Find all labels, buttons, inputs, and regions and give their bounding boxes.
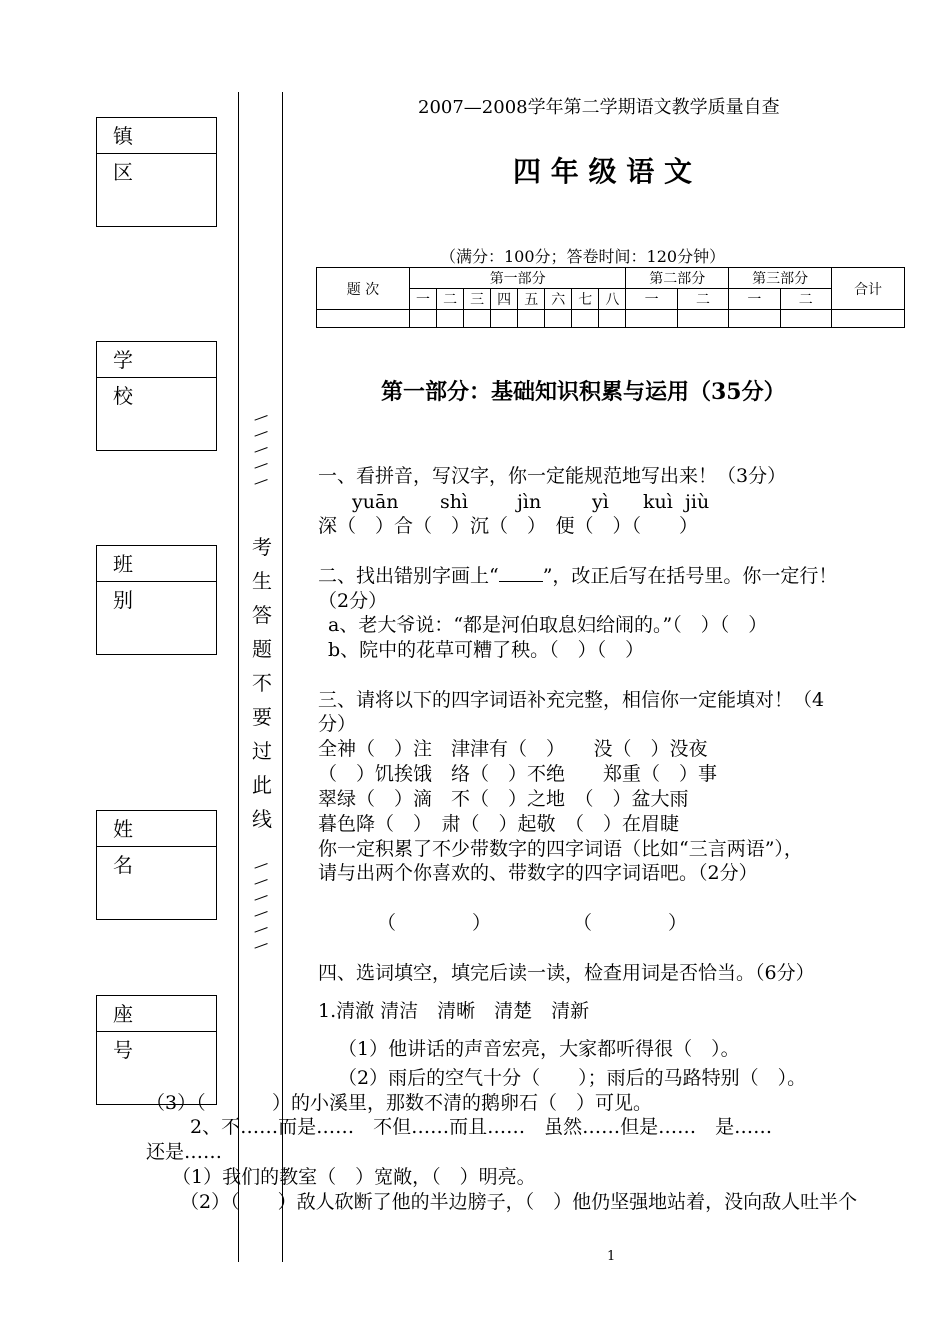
score-cell[interactable] [491,310,518,328]
binding-line-left [238,92,239,1262]
school-box[interactable] [96,341,217,451]
score-cell[interactable] [780,310,831,328]
q3-extra-2: 请与出两个你喜欢的、带数字的四字词语吧。（2分） [318,862,758,884]
col-p1-4: 四 [491,289,518,310]
binding-line-right [282,92,283,1262]
dash-marks-bottom: — — — — — — [250,853,271,956]
page-title: 四 年 级 语 文 [513,155,692,188]
town-label: 镇 区 [97,118,216,154]
q2-item-b[interactable]: b、院中的花草可糟了秧。（ ）（ ） [328,639,645,661]
q2-title: 二、找出错别字画上“ ”，改正后写在括号里。你一定行！ [318,565,838,587]
q4-word-list: 1.清澈 清洁 清晰 清楚 清新 [318,1000,590,1022]
q4-group-2-s1[interactable]: （1）我们的教室（ ）宽敞，（ ）明亮。 [172,1166,536,1188]
part2-header: 第二部分 [626,268,729,289]
part1-header: 第一部分 [410,268,626,289]
total-header: 合计 [832,268,905,310]
q3-title-cont: 分） [318,713,357,735]
class-box[interactable] [96,545,217,655]
score-cell[interactable] [545,310,572,328]
score-cell[interactable] [410,310,437,328]
school-label: 学 校 [97,342,216,378]
binding-warning: 考 生 答 题 不 要 过 此 线 [252,535,272,831]
q3-row-2[interactable]: （ ）饥挨饿 络（ ）不绝 郑重（ ）事 [318,763,718,785]
col-p1-7: 七 [572,289,599,310]
pinyin-6: jiù [685,491,710,513]
exam-info: （满分：100分；答卷时间：120分钟） [440,247,726,266]
row-label: 题 次 [317,268,410,310]
q3-title: 三、请将以下的四字词语补充完整，相信你一定能填对！（4 [318,689,825,711]
underline-mark [499,565,543,582]
q3-extra-1: 你一定积累了不少带数字的四字词语（比如“三言两语”）， [318,838,803,860]
score-cell[interactable] [317,310,410,328]
seat-label: 座 号 [97,996,216,1032]
q3-blank-2[interactable]: （ ） [573,912,688,934]
col-p1-5: 五 [518,289,545,310]
q3-row-4[interactable]: 暮色降（ ） 肃（ ）起敬 （ ）在眉睫 [318,813,680,835]
part3-header: 第三部分 [729,268,832,289]
score-cell[interactable] [626,310,677,328]
col-p2-1: 一 [626,289,677,310]
col-p1-8: 八 [599,289,626,310]
score-cell[interactable] [599,310,626,328]
score-cell[interactable] [518,310,545,328]
pinyin-1: yuān [352,491,399,513]
col-p3-1: 一 [729,289,780,310]
class-label: 班 别 [97,546,216,582]
q4-group-2-cont: 还是…… [146,1141,223,1163]
q4-sentence-2[interactable]: （2）雨后的空气十分（ ）；雨后的马路特别（ ）。 [338,1067,807,1089]
score-cell[interactable] [677,310,728,328]
score-cell[interactable] [572,310,599,328]
q4-sentence-3-prefix: （3）（ [146,1092,206,1114]
pinyin-3: jìn [517,491,542,513]
term-title: 2007—2008学年第二学期语文教学质量自查 [418,97,780,118]
q4-sentence-1[interactable]: （1）他讲话的声音宏亮，大家都听得很（ ）。 [338,1038,740,1060]
col-p1-3: 三 [464,289,491,310]
q3-blank-1[interactable]: （ ） [377,912,492,934]
name-label: 姓 名 [97,811,216,847]
seat-box[interactable] [96,995,217,1105]
col-p1-2: 二 [437,289,464,310]
col-p3-2: 二 [780,289,831,310]
page-number: 1 [607,1249,616,1264]
town-box[interactable] [96,117,217,227]
pinyin-4: yì [592,491,609,513]
col-p1-6: 六 [545,289,572,310]
q4-group-2: 2、不……而是…… 不但……而且…… 虽然……但是…… 是…… [190,1116,773,1138]
q4-title: 四、选词填空，填完后读一读，检查用词是否恰当。（6分） [318,962,815,984]
q4-group-2-s2[interactable]: （2）（ ）敌人砍断了他的半边膀子，（ ）他仍坚强地站着，没向敌人吐半个 [180,1191,858,1213]
q1-title: 一、看拼音，写汉字，你一定能规范地写出来！（3分） [318,465,787,487]
section1-heading: 第一部分：基础知识积累与运用（35分） [381,379,786,405]
dash-marks-top: — — — — — [250,405,271,492]
score-cell[interactable] [437,310,464,328]
q2-score: （2分） [318,590,388,612]
score-cell[interactable] [832,310,905,328]
col-p2-2: 二 [677,289,728,310]
score-cell[interactable] [464,310,491,328]
pinyin-5: kuì [643,491,673,513]
pinyin-2: shì [440,491,469,513]
score-table [316,267,905,328]
q3-row-3[interactable]: 翠绿（ ）滴 不（ ）之地 （ ）盆大雨 [318,788,689,810]
q2-item-a[interactable]: a、老大爷说：“都是河伯取息妇给闹的。”（ ）（ ） [328,614,768,636]
q4-sentence-3[interactable]: ）的小溪里，那数不清的鹅卵石（ ）可见。 [272,1092,653,1114]
q1-answer-line[interactable]: 深（ ）合（ ）沉（ ） 便（ ）（ ） [318,515,699,537]
score-cell[interactable] [729,310,780,328]
name-box[interactable] [96,810,217,920]
col-p1-1: 一 [410,289,437,310]
q3-row-1[interactable]: 全神（ ）注 津津有（ ） 没（ ）没夜 [318,738,708,760]
